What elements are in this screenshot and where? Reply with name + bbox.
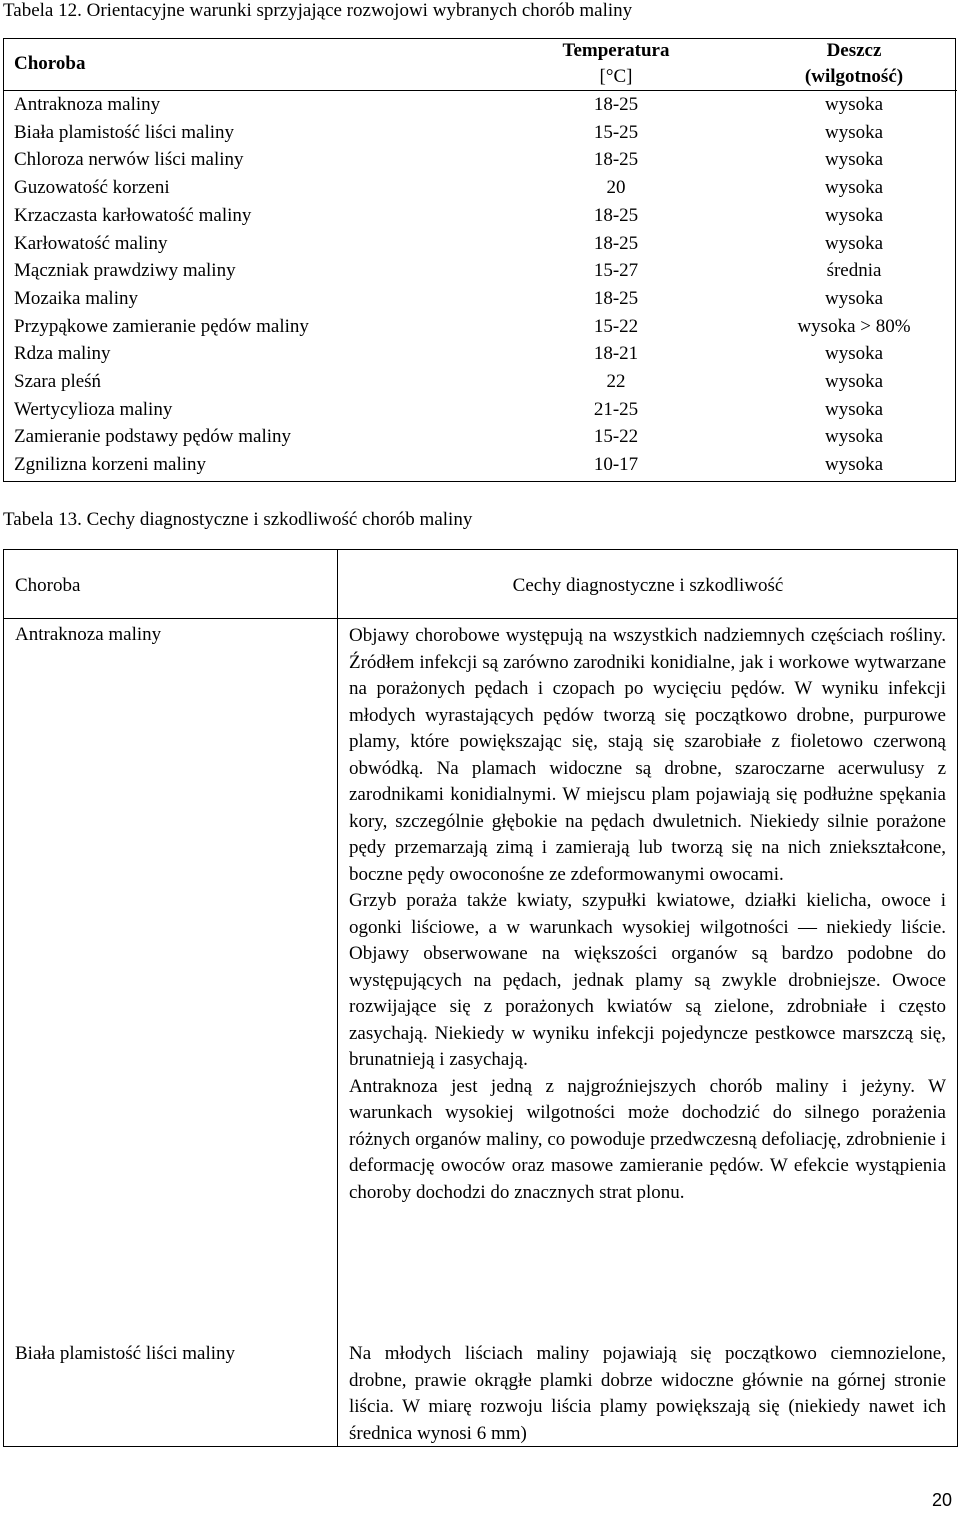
cell-disease: Przypąkowe zamieranie pędów maliny bbox=[14, 315, 309, 337]
header-rain-line2: (wilgotność) bbox=[804, 66, 904, 87]
table13-row2-description bbox=[349, 1341, 946, 1447]
table-row bbox=[3, 368, 957, 396]
table-row bbox=[3, 340, 957, 368]
header-temperature-line1: Temperatura bbox=[562, 40, 670, 61]
header-temperature bbox=[481, 38, 751, 91]
table-row bbox=[3, 423, 957, 451]
table-row bbox=[3, 313, 957, 341]
cell-rain: wysoka bbox=[824, 371, 884, 393]
cell-disease: Biała plamistość liści maliny bbox=[14, 121, 235, 143]
header-disease: Choroba bbox=[3, 38, 481, 91]
header-temperature-line2: [°C] bbox=[599, 66, 633, 87]
cell-disease: Chloroza nerwów liści maliny bbox=[14, 149, 244, 171]
paragraph: Na młodych liściach maliny pojawiają się początkowo ciemnozielone, drobne, prawie okrągłe plamki dobrze widoczne głównie na górnej stronie liścia. W miarę rozwoju liścia plamy powiększają się (niekiedy nawet ich średnica wynosi 6 mm) bbox=[349, 1343, 946, 1444]
table-row bbox=[3, 230, 957, 258]
cell-temp: 22 bbox=[606, 371, 626, 393]
header-rain-line1: Deszcz bbox=[826, 40, 882, 61]
table-row bbox=[3, 174, 957, 202]
cell-disease: Guzowatość korzeni bbox=[14, 177, 170, 199]
cell-rain: wysoka > 80% bbox=[797, 315, 911, 337]
page-number: 20 bbox=[931, 1490, 952, 1510]
paragraph: Objawy chorobowe występują na wszystkich nadziemnych częściach rośliny. Źródłem infekcji są zarówno zarodniki konidialne, jak i workowe wytwarzane na porażonych pędach i czopach po wycięciu pędów. W wyniku infekcji młodych wyrastających pędów tworzą się początkowo drobne, purpurowe plamy, które powiększając się, stają się szarobiałe z fioletowo czerwoną obwódką. Na plamach widoczne są drobne, szaroczarne acerwulusy z zarodnikami konidialnymi. W miejscu plam pojawiają się podłużne spękania kory, szczególnie głębokie na pędach dwuletnich. Niekiedy silnie porażone pędy przemarzają zimą i zamierają lub tworzą się na nich zniekształcone, boczne pędy owoconośne ze zdeformowanymi owocami. bbox=[349, 625, 946, 885]
paragraph: Antraknoza jest jedną z najgroźniejszych chorób maliny i jeżyny. W warunkach wysokiej wilgotności może dochodzić do silnego porażenia różnych organów maliny, co powoduje przedwczesną defoliację, zdrobnienie i deformację owoców oraz masowe zamieranie pędów. W efekcie wystąpienia choroby dochodzi do znacznych strat plonu. bbox=[349, 1075, 946, 1203]
cell-rain: wysoka bbox=[824, 121, 884, 143]
cell-disease: Krzaczasta karłowatość maliny bbox=[14, 204, 252, 226]
cell-rain: wysoka bbox=[824, 94, 884, 115]
cell-temp: 15-22 bbox=[593, 426, 639, 448]
table-row bbox=[3, 146, 957, 174]
cell-temp: 18-25 bbox=[593, 204, 639, 226]
table-row bbox=[3, 91, 957, 119]
header-rain bbox=[751, 38, 957, 91]
cell-disease: Mozaika maliny bbox=[14, 287, 138, 309]
cell-disease: Zamieranie podstawy pędów maliny bbox=[14, 426, 292, 448]
cell-temp: 15-25 bbox=[593, 121, 639, 143]
table13-row1-description bbox=[349, 623, 946, 1206]
table13-caption: Tabela 13. Cechy diagnostyczne i szkodliwość chorób maliny bbox=[3, 509, 473, 530]
cell-temp: 15-22 bbox=[593, 315, 639, 337]
table-row bbox=[3, 257, 957, 285]
cell-disease: Szara pleśń bbox=[14, 371, 102, 393]
cell-temp: 20 bbox=[606, 177, 626, 199]
cell-temp: 18-25 bbox=[593, 94, 639, 115]
table12 bbox=[3, 38, 957, 479]
paragraph: Grzyb poraża także kwiaty, szypułki kwiatowe, działki kielicha, owoce i ogonki liściowe, a w warunkach wysokiej wilgotności — niekiedy liście. Objawy obserwowane na większości organów są bardzo podobne do występujących na pędach, jednak plamy są zwykle drobniejsze. Owoce rozwijające się z porażonych kwiatów są zielone, zdrobniałe i często zasychają. Niekiedy w wyniku infekcji pojedyncze pestkowce marszczą się, brunatnieją i zasychają. bbox=[349, 890, 946, 1070]
table13 bbox=[3, 549, 958, 1447]
table12-header-row bbox=[3, 38, 957, 91]
cell-disease: Zgnilizna korzeni maliny bbox=[14, 454, 207, 476]
cell-rain: wysoka bbox=[824, 177, 884, 199]
table-row bbox=[3, 451, 957, 479]
table13-column-divider bbox=[337, 550, 338, 1446]
cell-disease: Rdza maliny bbox=[14, 343, 111, 365]
table13-header-divider bbox=[4, 618, 957, 619]
cell-rain: wysoka bbox=[824, 454, 884, 476]
cell-temp: 15-27 bbox=[593, 260, 639, 282]
cell-rain: wysoka bbox=[824, 204, 884, 226]
cell-temp: 10-17 bbox=[593, 454, 639, 476]
table-row bbox=[3, 119, 957, 147]
cell-temp: 21-25 bbox=[593, 398, 639, 420]
table-row bbox=[3, 285, 957, 313]
table13-header-features: Cechy diagnostyczne i szkodliwość bbox=[512, 575, 784, 596]
cell-temp: 18-25 bbox=[593, 232, 639, 254]
cell-temp: 18-25 bbox=[593, 287, 639, 309]
cell-rain: wysoka bbox=[824, 343, 884, 365]
table-row bbox=[3, 396, 957, 424]
table13-row1-disease: Antraknoza maliny bbox=[15, 624, 162, 645]
cell-disease: Mączniak prawdziwy maliny bbox=[14, 260, 236, 282]
table12-caption: Tabela 12. Orientacyjne warunki sprzyjające rozwojowi wybranych chorób maliny bbox=[3, 0, 633, 21]
cell-disease: Karłowatość maliny bbox=[14, 232, 168, 254]
cell-rain: wysoka bbox=[824, 149, 884, 171]
cell-rain: wysoka bbox=[824, 426, 884, 448]
cell-temp: 18-25 bbox=[593, 149, 639, 171]
table13-row2-disease: Biała plamistość liści maliny bbox=[15, 1343, 236, 1364]
cell-rain: wysoka bbox=[824, 398, 884, 420]
cell-rain: wysoka bbox=[824, 287, 884, 309]
cell-disease: Antraknoza maliny bbox=[14, 94, 161, 115]
cell-rain: średnia bbox=[826, 260, 882, 282]
table-row bbox=[3, 202, 957, 230]
table13-header-disease: Choroba bbox=[15, 575, 81, 596]
cell-rain: wysoka bbox=[824, 232, 884, 254]
cell-disease: Wertycylioza maliny bbox=[14, 398, 173, 420]
cell-temp: 18-21 bbox=[593, 343, 639, 365]
